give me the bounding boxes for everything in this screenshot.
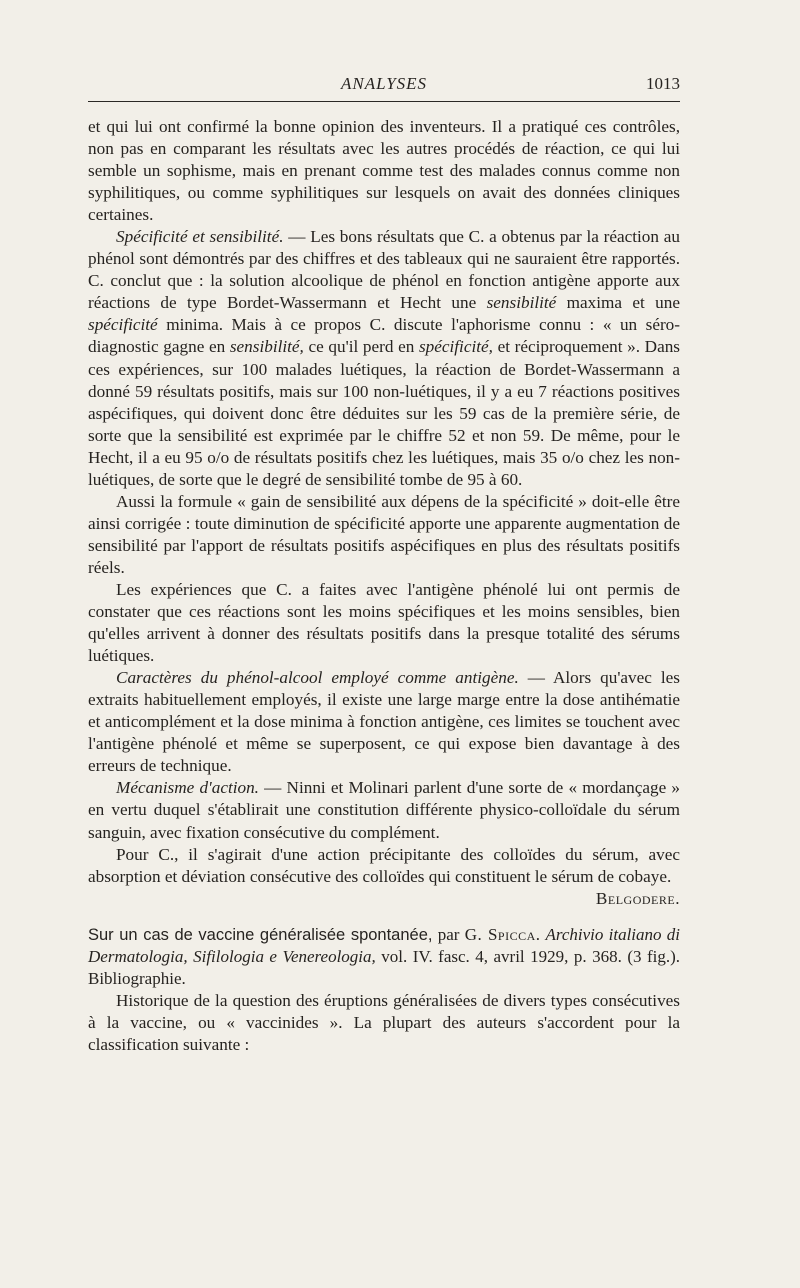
paragraph-caracteres <box>88 667 680 777</box>
article-heading <box>88 924 680 990</box>
text-run: et réciproquement ». Dans ces expériences, sur 100 malades luétiques, la réaction de Bordet-Wassermann a donné 59 résultats positifs, mais sur 100 non-luétiques, il y a eu 7 réactions positives aspécifiques, qui doivent donc être déduites sur les 59 cas de la première série, de sorte que la sensibilité est exprimée par le chiffre 52 et non 59. De même, pour le Hecht, il a eu 95 o/o de résultats positifs chez les luétiques, mais 35 o/o chez les non-luétiques, de sorte que le degré de sensibilité tombe de 95 à 60. <box>88 337 680 489</box>
text-run: par <box>432 924 465 944</box>
section-heading-mecanisme: Mécanisme d'action. <box>116 778 259 798</box>
section-heading-specificite: Spécificité et sensibilité. <box>116 227 284 247</box>
paragraph-1: et qui lui ont confirmé la bonne opinion des inventeurs. Il a pratiqué ces contrôles, non pas en comparant les résultats avec les autres procédés de réaction, ce qui lui semble un sophisme, mais en prenant comme test des malades connus comme non syphilitiques, ou comme syphilitiques sur lesquels on avait des données cliniques certaines. <box>88 117 680 225</box>
text-run: maxima et une <box>556 293 680 313</box>
text-run: Pour C., il s'agirait d'une action précipitante des colloïdes du sérum, avec absorption et déviation consécutive des colloïdes qui constituent le sérum de cobaye. <box>88 844 680 886</box>
text-run: — Les bons résultats que C. a obtenus par la réaction au phénol sont démontrés par des chiffres et des tableaux qui ne sauraient être rapportés. C. conclut que : la solution alcoolique de phénol en fonction antigène apporte aux réactions de type Bordet-Wassermann et Hecht une <box>88 227 680 313</box>
paragraph-conclusion <box>88 844 680 908</box>
author-signature: Belgodere. <box>595 888 680 908</box>
article-title: Sur un cas de vaccine généralisée spontanée, <box>88 925 433 944</box>
text-run: — Alors qu'avec les extraits habituellement employés, il existe une large marge entre la dose antihématie et anticomplément et la dose minima à fonction antigène, ces limites se touchent avec l'antigène phénolé et même se superposent, ce qui expose bien davantage à des erreurs de technique. <box>88 668 680 776</box>
article-author: G. Spicca. <box>464 924 541 944</box>
running-title: ANALYSES <box>340 74 428 93</box>
italic-term: sensibilité <box>486 293 557 313</box>
paragraph-experiences: Les expériences que C. a faites avec l'antigène phénolé lui ont permis de constater que ces réactions sont les moins spécifiques et les moins sensibles, bien qu'elles arrivent à donner des résultats positifs dans la presque totalité des sérums luétiques. <box>88 579 680 666</box>
text-run: ce qu'il perd en <box>303 337 419 357</box>
journal-reference: vol. IV. fasc. 4, avril 1929, p. 368. (3 fig.). Bibliographie. <box>88 946 680 988</box>
header-rule <box>88 101 680 102</box>
text-run: minima. Mais à ce propos C. discute l'aphorisme connu : « un séro-diagnostic gagne en <box>88 315 680 357</box>
paragraph-historique: Historique de la question des éruptions généralisées de divers types consécutives à la vaccine, ou « vaccinides ». La plupart des auteurs s'accordent pour la classification suivante : <box>88 990 680 1054</box>
section-heading-caracteres: Caractères du phénol-alcool employé comme antigène. <box>116 668 519 688</box>
italic-term: spécificité <box>88 315 158 335</box>
journal-name: Archivio italiano di Dermatologia, Sifilologia e Venereologia, <box>88 924 680 966</box>
italic-term: spécificité, <box>418 337 493 357</box>
paragraph-formule: Aussi la formule « gain de sensibilité aux dépens de la spécificité » doit-elle être ainsi corrigée : toute diminution de spécificité apporte une apparente augmentation de sensibilité par l'apport de résultats positifs aspécifiques en plus des résultats positifs réels. <box>88 491 680 577</box>
running-header <box>88 74 680 100</box>
italic-term: sensibilité, <box>229 337 304 357</box>
article-body <box>88 116 680 1056</box>
text-run: — Ninni et Molinari parlent d'une sorte de « mordançage » en vertu duquel s'établirait une constitution différente physico-colloïdale du sérum sanguin, avec fixation consécutive du complément. <box>88 778 680 842</box>
paragraph-specificite <box>88 226 680 491</box>
paragraph-mecanisme <box>88 777 680 843</box>
page-number: 1013 <box>646 74 680 93</box>
